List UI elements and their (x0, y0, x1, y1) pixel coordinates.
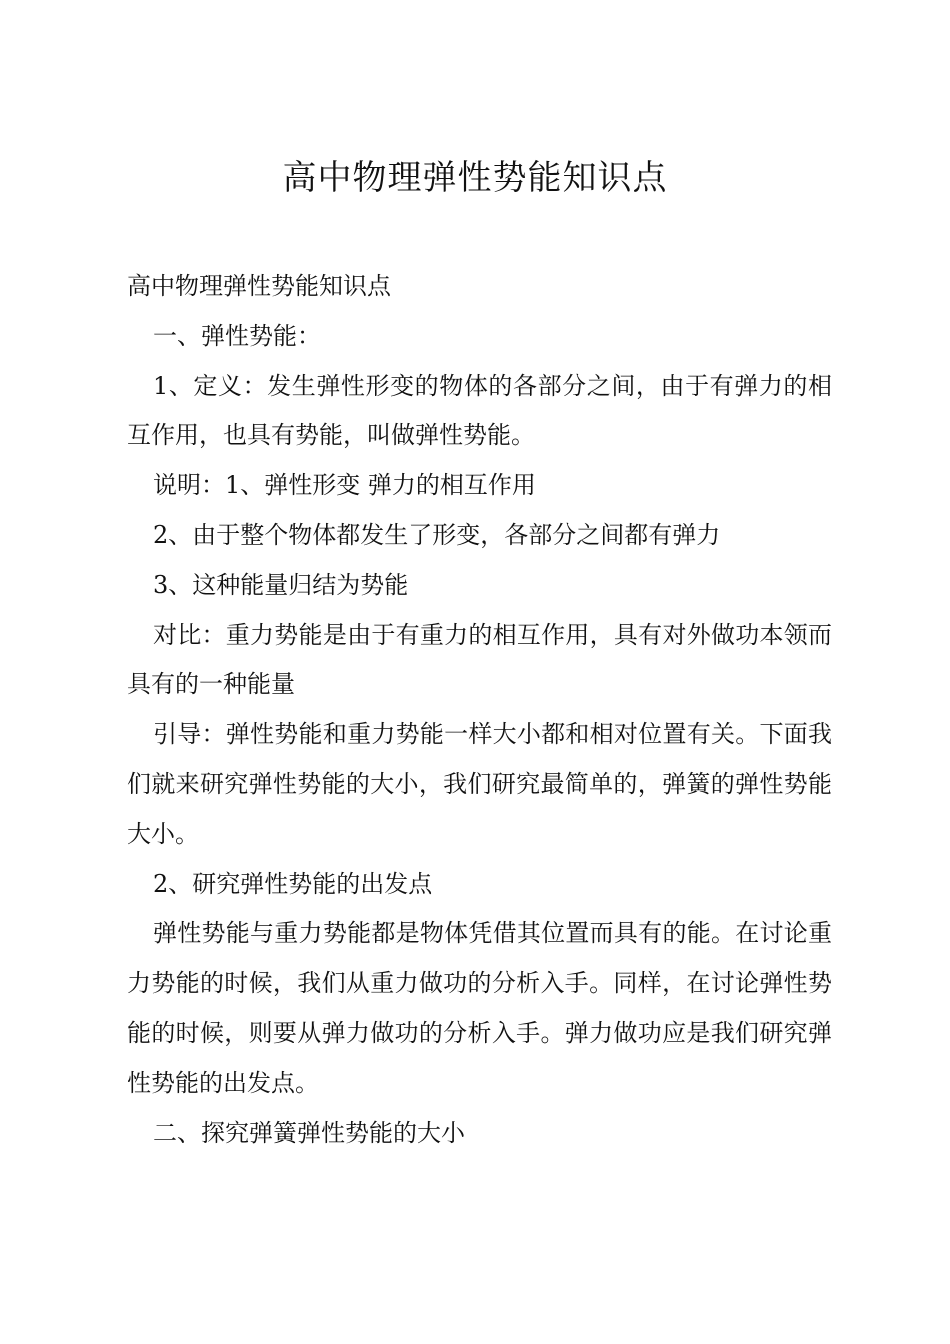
comparison-paragraph: 对比：重力势能是由于有重力的相互作用，具有对外做功本领而具有的一种能量 (127, 620, 832, 699)
page-title: 高中物理弹性势能知识点 (282, 158, 668, 198)
section-heading-1: 一、弹性势能： (153, 321, 321, 350)
subtitle-paragraph: 高中物理弹性势能知识点 (127, 272, 391, 300)
document-body (127, 262, 832, 1158)
explanation-item-2: 2、由于整个物体都发生了形变，各部分之间都有弹力 (153, 520, 721, 549)
starting-point-heading: 2、研究弹性势能的出发点 (153, 869, 433, 898)
explanation-item-3: 3、这种能量归结为势能 (153, 570, 409, 599)
guidance-paragraph: 引导：弹性势能和重力势能一样大小都和相对位置有关。下面我们就来研究弹性势能的大小，我们研究最简单的，弹簧的弹性势能大小。 (127, 720, 832, 848)
section-heading-2: 二、探究弹簧弹性势能的大小 (153, 1118, 465, 1147)
explanation-paragraph: 说明：1、弹性形变 弹力的相互作用 (153, 471, 536, 500)
definition-paragraph: 1、定义：发生弹性形变的物体的各部分之间，由于有弹力的相互作用，也具有势能，叫做弹性势能。 (127, 371, 832, 450)
starting-point-paragraph: 弹性势能与重力势能都是物体凭借其位置而具有的能。在讨论重力势能的时候，我们从重力做功的分析入手。同样，在讨论弹性势能的时候，则要从弹力做功的分析入手。弹力做功应是我们研究弹性势能的出发点。 (127, 919, 832, 1097)
